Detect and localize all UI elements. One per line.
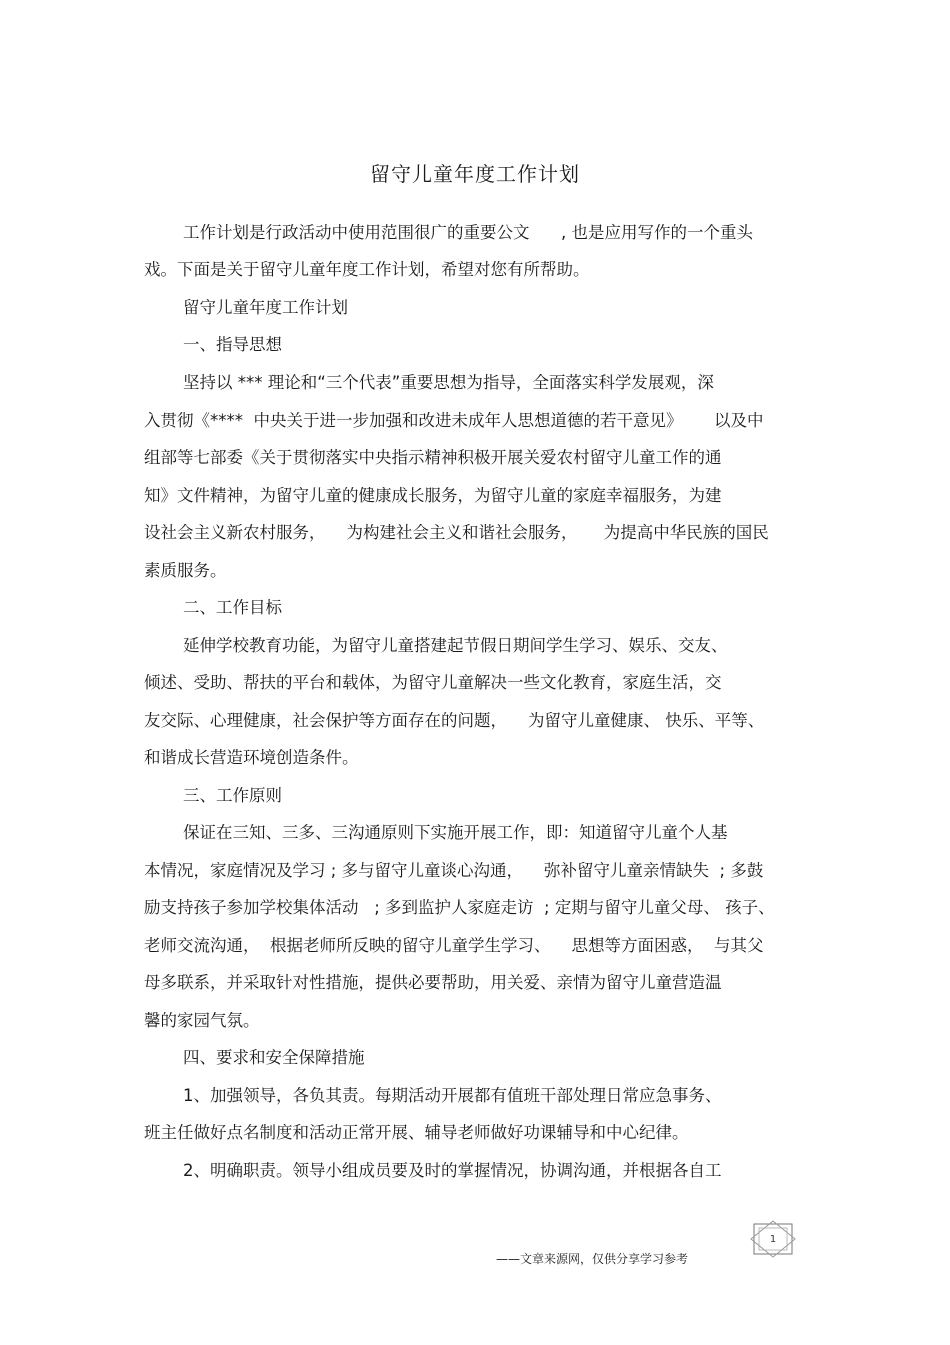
text-line: 入贯彻《**** 中央关于进一步加强和改进未成年人思想道德的若干意见》 以及中 [144,411,764,430]
text-line: 倾述、受助、帮扶的平台和载体，为留守儿童解决一些文化教育，家庭生活，交 [144,673,722,692]
text-line: 母多联系，并采取针对性措施，提供必要帮助，用关爱、亲情为留守儿童营造温 [144,973,722,992]
text-line: 1、加强领导，各负其责。每期活动开展都有值班干部处理日常应急事务、 [183,1086,722,1105]
text-line: 和谐成长营造环境创造条件。 [144,748,359,767]
text-line: 延伸学校教育功能，为留守儿童搭建起节假日期间学生学习、娱乐、交友、 [183,636,728,655]
text-line: 本情况，家庭情况及学习 ; 多与留守儿童谈心沟通， 弥补留守儿童亲情缺失 ; 多鼓 [144,861,764,880]
text-line: 二、工作目标 [183,598,282,617]
text-line: 馨的家园气氛。 [144,1011,260,1030]
text-line: 一、指导思想 [183,335,282,354]
text-line: 设社会主义新农村服务， 为构建社会主义和谐社会服务， 为提高中华民族的国民 [144,523,769,542]
text-line: 老师交流沟通， 根据老师所反映的留守儿童学生学习、 思想等方面困惑， 与其父 [144,936,764,955]
text-line: 工作计划是行政活动中使用范围很广的重要公文 , 也是应用写作的一个重头 [183,223,753,242]
text-line: 励支持孩子参加学校集体活动 ; 多到监护人家庭走访 ; 定期与留守儿童父母、 孩子、 [144,898,775,917]
text-line: 2、明确职责。领导小组成员要及时的掌握情况，协调沟通，并根据各自工 [183,1161,722,1180]
page-number: 1 [769,1234,777,1245]
text-line: 组部等七部委《关于贯彻落实中央指示精神积极开展关爱农村留守儿童工作的通 [144,448,722,467]
document-title: 留守儿童年度工作计划 [370,162,580,186]
text-line: 戏。下面是关于留守儿童年度工作计划，希望对您有所帮助。 [144,260,590,279]
text-line: 三、工作原则 [183,786,282,805]
text-line: 友交际、心理健康，社会保护等方面存在的问题， 为留守儿童健康、 快乐、平等、 [144,711,765,730]
text-line: 素质服务。 [144,561,227,580]
text-line: 保证在三知、三多、三沟通原则下实施开展工作，即：知道留守儿童个人基 [183,823,728,842]
text-line: 班主任做好点名制度和活动正常开展、辅导老师做好功课辅导和中心纪律。 [144,1123,689,1142]
text-line: 留守儿童年度工作计划 [183,298,348,317]
footer-note: ——文章来源网，仅供分享学习参考 [496,1252,689,1266]
text-line: 四、要求和安全保障措施 [183,1048,365,1067]
text-line: 坚持以 *** 理论和“三个代表”重要思想为指导，全面落实科学发展观，深 [183,373,714,392]
text-line: 知》文件精神，为留守儿童的健康成长服务，为留守儿童的家庭幸福服务，为建 [144,486,722,505]
